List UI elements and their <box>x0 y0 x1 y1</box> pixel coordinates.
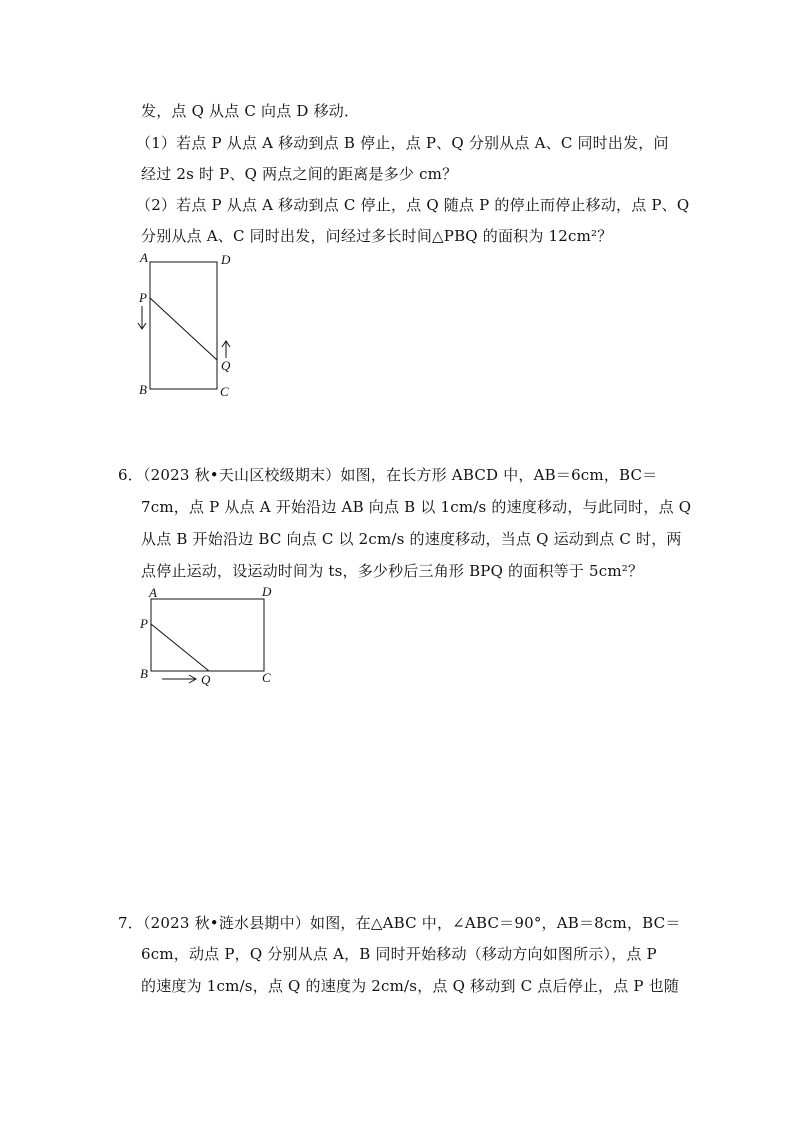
p5-line-1: 发，点 Q 从点 C 向点 D 移动． <box>141 102 360 120</box>
p7-line-1: 7．（2023 秋•涟水县期中）如图，在△ABC 中，∠ABC＝90°，AB＝8cm，BC＝ <box>118 914 681 932</box>
p5-part1-line-2: 经过 2s 时 P、Q 两点之间的距离是多少 cm？ <box>141 165 458 183</box>
p6-segment-pq <box>151 624 209 671</box>
p6-rectangle-figure <box>134 583 284 688</box>
p5-label-b: B <box>139 382 147 397</box>
p7-line-2: 6cm，动点 P，Q 分别从点 A，B 同时开始移动（移动方向如图所示），点 P <box>141 945 657 963</box>
p5-label-q: Q <box>221 358 231 373</box>
p6-line-1: 6．（2023 秋•天山区校级期末）如图，在长方形 ABCD 中，AB＝6cm，BC＝ <box>118 466 658 484</box>
p7-line-3: 的速度为 1cm/s，点 Q 的速度为 2cm/s，点 Q 移动到 C 点后停止，点 P 也随 <box>141 977 680 995</box>
p6-label-d: D <box>262 584 272 599</box>
p6-label-q: Q <box>201 672 211 687</box>
p5-part2-line-1: （2）若点 P 从点 A 移动到点 C 停止，点 Q 随点 P 的停止而停止移动，点 P、Q <box>136 196 690 214</box>
p5-label-a: A <box>140 250 148 265</box>
p6-line-4: 点停止运动，设运动时间为 ts，多少秒后三角形 BPQ 的面积等于 5cm²？ <box>141 562 644 580</box>
p6-line-3: 从点 B 开始沿边 BC 向点 C 以 2cm/s 的速度移动，当点 Q 运动到点 C 时，两 <box>141 530 682 548</box>
p5-label-d: D <box>221 252 231 267</box>
p5-part1-line-1: （1）若点 P 从点 A 移动到点 B 停止，点 P、Q 分别从点 A、C 同时出发，问 <box>136 134 669 152</box>
p5-part2-line-2: 分别从点 A、C 同时出发，问经过多长时间△PBQ 的面积为 12cm²？ <box>141 227 613 245</box>
p6-rectangle <box>151 599 264 671</box>
p6-label-p: P <box>140 616 148 631</box>
p6-label-a: A <box>149 585 157 600</box>
p5-label-p: P <box>139 290 147 305</box>
p5-rectangle <box>150 262 217 389</box>
p5-rectangle-figure <box>130 248 240 400</box>
p6-label-c: C <box>262 670 271 685</box>
p5-segment-pq <box>150 298 217 360</box>
p6-line-2: 7cm，点 P 从点 A 开始沿边 AB 向点 B 以 1cm/s 的速度移动，与此同时，点 Q <box>141 498 692 516</box>
p6-label-b: B <box>140 666 148 681</box>
p5-label-c: C <box>220 384 229 399</box>
